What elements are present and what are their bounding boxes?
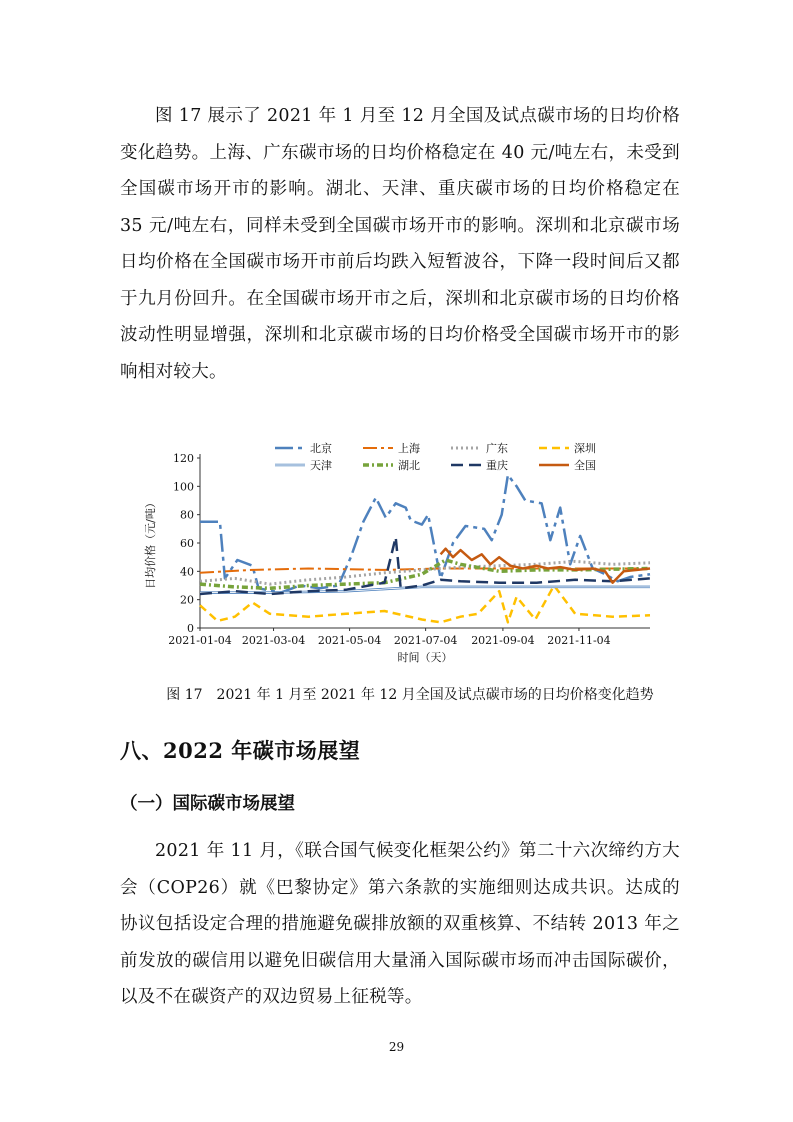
chart-canvas [130, 440, 670, 680]
x-tick-label: 2021-03-04 [241, 634, 306, 647]
intro-paragraph: 图 17 展示了 2021 年 1 月至 12 月全国及试点碳市场的日均价格变化趋势。上海、广东碳市场的日均价格稳定在 40 元/吨左右，未受到全国碳市场开市的影响。湖北、天津、重庆碳市场的日均价格稳定在 35 元/吨左右，同样未受到全国碳市场开市的影响。深圳和北京碳市场日均价格在全国碳市场开市前后均跌入短暂波谷，下降一段时间后又都于九月份回升。在全国碳市场开市之后，深圳和北京碳市场的日均价格波动性明显增强，深圳和北京碳市场的日均价格受全国碳市场开市的影响相对较大。 [120, 106, 680, 382]
x-tick-label: 2021-01-04 [168, 634, 232, 647]
x-tick-label: 2021-07-04 [393, 634, 458, 647]
legend-label-广东: 广东 [486, 442, 508, 455]
legend-label-重庆: 重庆 [486, 459, 508, 472]
legend-label-深圳: 深圳 [574, 442, 596, 455]
legend-label-天津: 天津 [310, 459, 332, 472]
series-line-北京 [200, 475, 650, 593]
x-tick-label: 2021-09-04 [471, 634, 535, 647]
subsection-heading: （一）国际碳市场展望 [120, 794, 295, 814]
legend-label-湖北: 湖北 [398, 459, 420, 472]
price-trend-chart [130, 440, 670, 680]
page-number: 29 [388, 1040, 405, 1054]
y-tick-label: 120 [173, 452, 194, 465]
legend-label-全国: 全国 [574, 459, 596, 472]
x-axis-label: 时间（天） [397, 651, 453, 664]
y-tick-label: 60 [180, 537, 194, 550]
series-line-重庆 [200, 537, 650, 594]
section-heading: 八、2022 年碳市场展望 [120, 738, 361, 763]
x-tick-label: 2021-11-04 [547, 634, 611, 647]
legend-label-北京: 北京 [310, 442, 332, 455]
y-tick-label: 100 [173, 480, 194, 494]
y-axis-label: 日均价格（元/吨） [144, 497, 157, 589]
series-line-天津 [200, 587, 650, 593]
series-line-全国 [441, 549, 650, 583]
legend-label-上海: 上海 [398, 442, 420, 455]
x-tick-label: 2021-05-04 [317, 634, 382, 647]
y-tick-label: 80 [180, 508, 194, 522]
cop26-paragraph: 2021 年 11 月，《联合国气候变化框架公约》第二十六次缔约方大会（COP26）就《巴黎协定》第六条款的实施细则达成共识。达成的协议包括设定合理的措施避免碳排放额的双重核算、不结转 2013 年之前发放的碳信用以避免旧碳信用大量涌入国际碳市场而冲击国际碳价，以及不在碳资产的双边贸易上征税等。 [120, 841, 680, 1007]
series-line-深圳 [200, 586, 650, 623]
figure-caption: 图 17 2021 年 1 月至 2021 年 12 月全国及试点碳市场的日均价格变化趋势 [166, 687, 654, 703]
y-tick-label: 0 [187, 622, 194, 635]
y-tick-label: 20 [180, 593, 194, 607]
y-tick-label: 40 [180, 565, 194, 579]
